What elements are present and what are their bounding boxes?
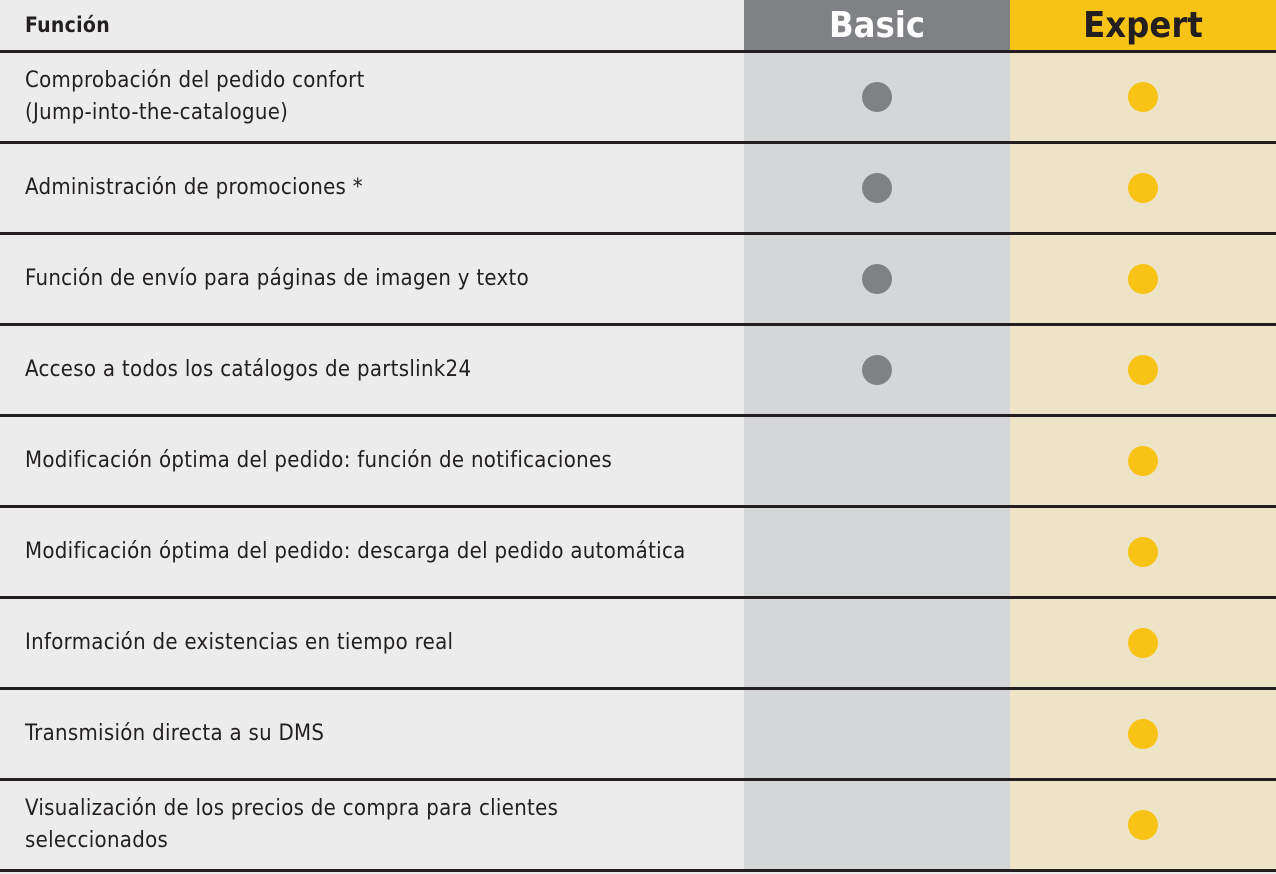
basic-cell (744, 53, 1010, 141)
table-row (0, 508, 1276, 599)
feature-label: Comprobación del pedido confort (Jump-into-the-catalogue) (0, 53, 744, 141)
table-row (0, 144, 1276, 235)
basic-included-dot-icon (862, 355, 892, 385)
expert-included-dot-icon (1128, 173, 1158, 203)
table-header (0, 0, 1276, 53)
table-row (0, 53, 1276, 144)
table-row (0, 690, 1276, 781)
expert-cell (1010, 690, 1276, 778)
expert-included-dot-icon (1128, 264, 1158, 294)
expert-included-dot-icon (1128, 446, 1158, 476)
header-function: Función (0, 0, 744, 50)
expert-included-dot-icon (1128, 628, 1158, 658)
feature-label: Administración de promociones * (0, 144, 744, 232)
basic-included-dot-icon (862, 264, 892, 294)
basic-cell (744, 599, 1010, 687)
expert-included-dot-icon (1128, 810, 1158, 840)
basic-cell (744, 144, 1010, 232)
expert-cell (1010, 53, 1276, 141)
header-basic: Basic (744, 0, 1010, 50)
table-row (0, 417, 1276, 508)
expert-included-dot-icon (1128, 82, 1158, 112)
table-row (0, 781, 1276, 872)
basic-cell (744, 235, 1010, 323)
table-row (0, 599, 1276, 690)
basic-included-dot-icon (862, 173, 892, 203)
feature-label: Acceso a todos los catálogos de partslink24 (0, 326, 744, 414)
expert-cell (1010, 417, 1276, 505)
table-row (0, 235, 1276, 326)
expert-included-dot-icon (1128, 719, 1158, 749)
expert-included-dot-icon (1128, 537, 1158, 567)
basic-cell (744, 781, 1010, 869)
basic-cell (744, 326, 1010, 414)
header-expert: Expert (1010, 0, 1276, 50)
basic-cell (744, 690, 1010, 778)
feature-label: Visualización de los precios de compra para clientes seleccionados (0, 781, 744, 869)
expert-cell (1010, 326, 1276, 414)
basic-included-dot-icon (862, 82, 892, 112)
basic-cell (744, 417, 1010, 505)
table-row (0, 326, 1276, 417)
feature-label: Modificación óptima del pedido: descarga del pedido automática (0, 508, 744, 596)
expert-cell (1010, 781, 1276, 869)
expert-included-dot-icon (1128, 355, 1158, 385)
feature-label: Modificación óptima del pedido: función de notificaciones (0, 417, 744, 505)
expert-cell (1010, 508, 1276, 596)
basic-cell (744, 508, 1010, 596)
expert-cell (1010, 235, 1276, 323)
feature-label: Información de existencias en tiempo real (0, 599, 744, 687)
expert-cell (1010, 599, 1276, 687)
feature-label: Función de envío para páginas de imagen y texto (0, 235, 744, 323)
expert-cell (1010, 144, 1276, 232)
feature-label: Transmisión directa a su DMS (0, 690, 744, 778)
